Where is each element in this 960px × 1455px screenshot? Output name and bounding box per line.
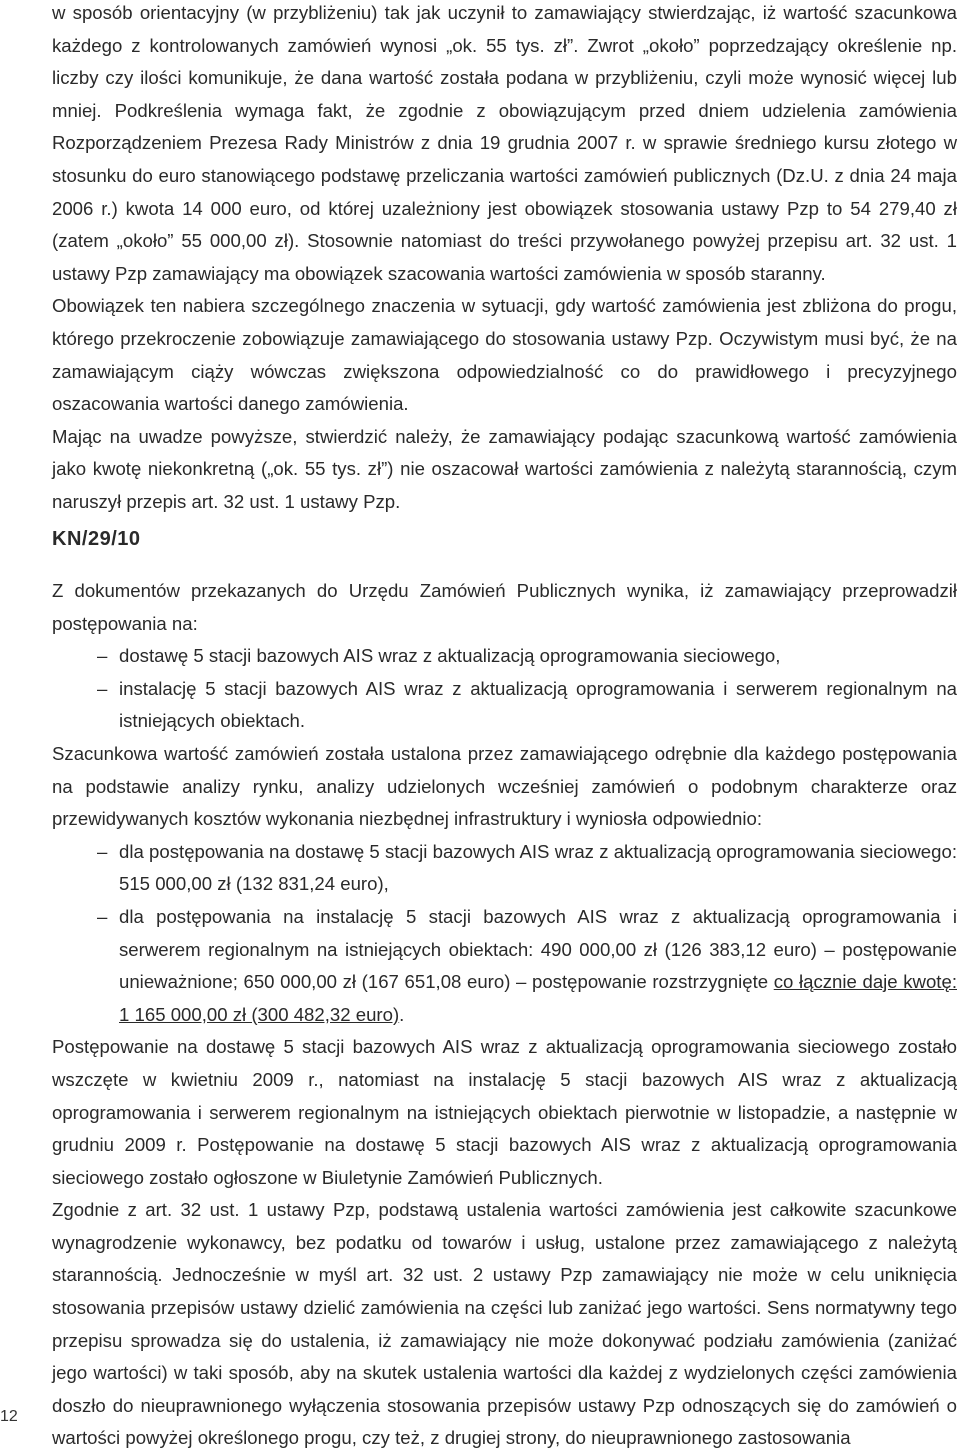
section-title: KN/29/10 (52, 528, 141, 550)
paragraph: Mając na uwadze powyższe, stwierdzić należy, że zamawiający podając szacunkową wartość zamówienia jako kwotę niekonkretną („ok. 55 tys. zł”) nie oszacował wartości zamówienia z należytą starannością, czym naruszył przepis art. 32 ust. 1 ustawy Pzp. (52, 425, 957, 512)
procedures-list (52, 640, 957, 738)
list-item (52, 640, 957, 673)
list-item-text: dla postępowania na dostawę 5 stacji bazowych AIS wraz z aktualizacją oprogramowania sieciowego: 515 000,00 zł (132 831,24 euro), (119, 840, 957, 895)
paragraph: w sposób orientacyjny (w przybliżeniu) tak jak uczynił to zamawiający stwierdzając, iż wartość szacunkowa każdego z kontrolowanych zamówień wynosi „ok. 55 tys. zł”. Zwrot „około” poprzedzający określenie np. liczby czy ilości komunikuje, że dana wartość została podana w przybliżeniu, czyli może wynosić więcej lub mniej. Podkreślenia wymaga fakt, że zgodnie z obowiązującym przed dniem udzielenia zamówienia Rozporządzeniem Prezesa Rady Ministrów z dnia 19 grudnia 2007 r. w sprawie średniego kursu złotego w stosunku do euro stanowiącego podstawę przeliczania wartości zamówień publicznych (Dz.U. z dnia 24 maja 2006 r.) kwota 14 000 euro, od której uzależniony jest obowiązek stosowania ustawy Pzp to 54 279,40 zł (zatem „około” 55 000,00 zł). Stosownie natomiast do treści przywołanego powyżej przepisu art. 32 ust. 1 ustawy Pzp zamawiający ma obowiązek szacowania wartości zamówienia w sposób staranny. (52, 2, 957, 284)
section-body (52, 575, 957, 1455)
list-item-end: . (399, 1003, 405, 1025)
list-item-text: instalację 5 stacji bazowych AIS wraz z aktualizacją oprogramowania i serwerem regionalnym na istniejących obiektach. (119, 677, 957, 732)
underlined-total: co łącznie daje kwotę: 1 165 000,00 zł (300 482,32 euro) (119, 971, 957, 1025)
paragraph: Obowiązek ten nabiera szczególnego znaczenia w sytuacji, gdy wartość zamówienia jest zbliżona do progu, którego przekroczenie zobowiązuje zamawiającego do stosowania ustawy Pzp. Oczywistym musi być, że na zamawiającym ciąży wówczas zwiększona odpowiedzialność co do prawidłowego i precyzyjnego oszacowania wartości danego zamówienia. (52, 295, 957, 415)
dash-bullet: – (97, 677, 108, 699)
list-item-text: dostawę 5 stacji bazowych AIS wraz z aktualizacją oprogramowania sieciowego, (119, 645, 781, 667)
list-item-text: dla postępowania na instalację 5 stacji bazowych AIS wraz z aktualizacją oprogramowania i serwerem regionalnym na istniejących obiektach: 490 000,00 zł (126 383,12 euro) – postępowanie unieważnione; 650 000,00 zł (167 651,08 euro) – postępowanie rozstrzygnięte (119, 905, 957, 993)
list-item (52, 673, 957, 738)
dash-bullet: – (97, 840, 108, 862)
list-item (52, 836, 957, 901)
intro-paragraph: Z dokumentów przekazanych do Urzędu Zamówień Publicznych wynika, iż zamawiający przeprowadził postępowania na: (52, 580, 957, 634)
top-text-block (52, 0, 957, 519)
dash-bullet: – (97, 905, 108, 927)
paragraph: Zgodnie z art. 32 ust. 1 ustawy Pzp, podstawą ustalenia wartości zamówienia jest całkowite szacunkowe wynagrodzenie wykonawcy, bez podatku od towarów i usług, ustalone przez zamawiającego z należytą starannością. Jednocześnie w myśl art. 32 ust. 2 ustawy Pzp zamawiający nie może w celu uniknięcia stosowania przepisów ustawy dzielić zamówienia na części lub zaniżać jego wartości. Sens normatywny tego przepisu sprowadza się do ustalenia, iż zamawiający nie może dokonywać podziału zamówienia (zaniżać jego wartości) w taki sposób, aby na skutek ustalenia wartości dla każdej z wydzielonych części zamówienia doszło do nieuprawnionego wyłączenia stosowania przepisów ustawy Pzp odnoszących się do zamówień o wartości powyżej określonego progu, czy też, z drugiej strony, do nieuprawnionego zastosowania (52, 1199, 957, 1449)
values-intro-paragraph: Szacunkowa wartość zamówień została ustalona przez zamawiającego odrębnie dla każdego postępowania na podstawie analizy rynku, analizy udzielonych wcześniej zamówień o podobnym charakterze oraz przewidywanych kosztów wykonania niezbędnej infrastruktury i wyniosła odpowiednio: (52, 742, 957, 830)
dash-bullet: – (97, 645, 108, 667)
paragraph: Postępowanie na dostawę 5 stacji bazowych AIS wraz z aktualizacją oprogramowania sieciowego zostało wszczęte w kwietniu 2009 r., natomiast na instalację 5 stacji bazowych AIS wraz z aktualizacją oprogramowania i serwerem regionalnym na istniejących obiektach pierwotnie w listopadzie, a następnie w grudniu 2009 r. Postępowanie na dostawę 5 stacji bazowych AIS wraz z aktualizacją oprogramowania sieciowego zostało ogłoszone w Biuletynie Zamówień Publicznych. (52, 1036, 957, 1188)
values-list (52, 836, 957, 1032)
list-item (52, 901, 957, 1031)
page-number: 12 (0, 1408, 18, 1425)
